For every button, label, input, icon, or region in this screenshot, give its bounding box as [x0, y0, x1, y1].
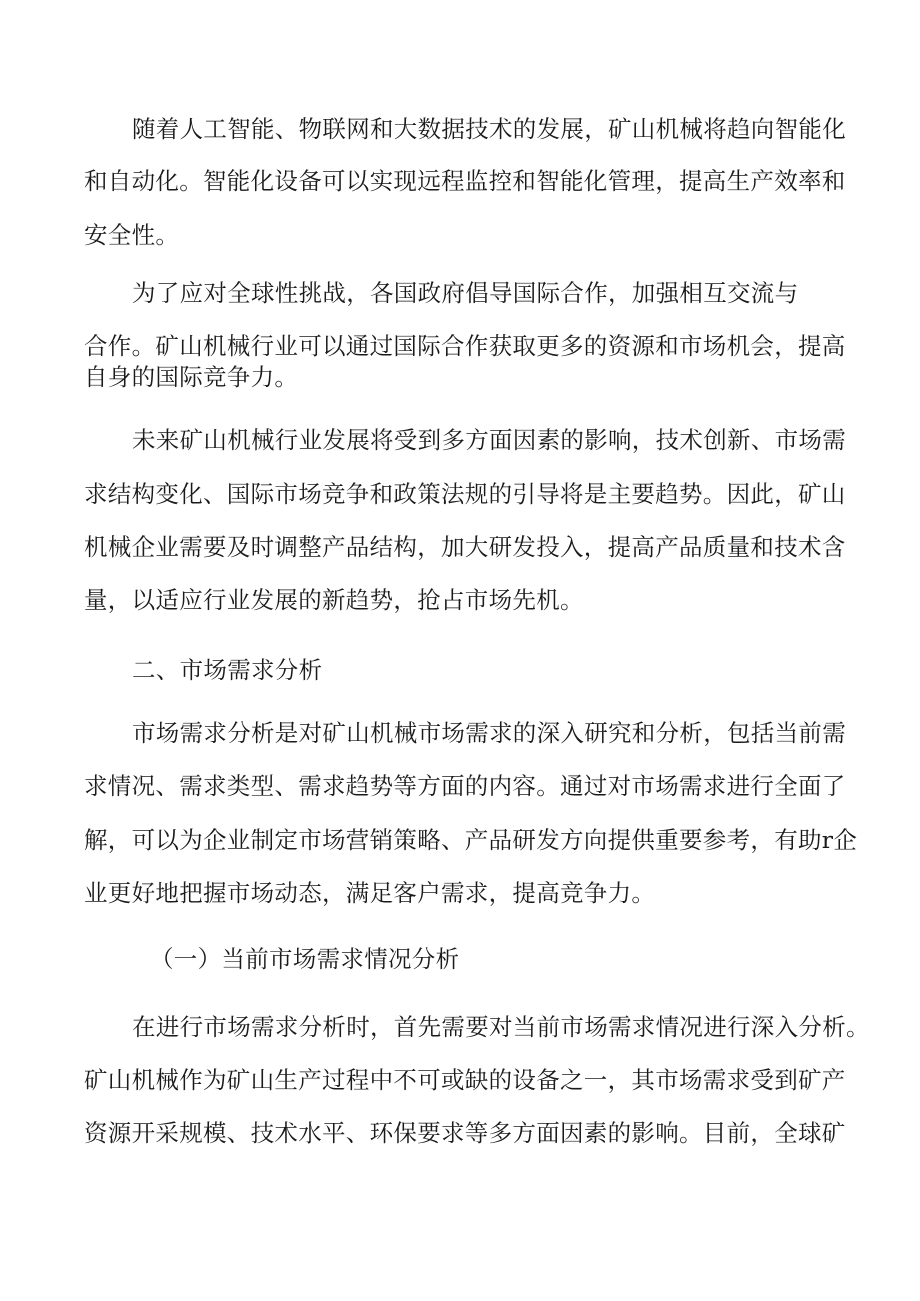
subsection-heading: （一）当前市场需求情况分析 — [150, 945, 460, 973]
paragraph-2-line-2: 合作。矿山机械行业可以通过国际合作获取更多的资源和市场机会，提高 — [84, 332, 846, 360]
paragraph-5-line-1: 在进行市场需求分析时，首先需要对当前市场需求情况进行深入分析。 — [132, 1013, 870, 1041]
paragraph-4-line-2: 求情况、需求类型、需求趋势等方面的内容。通过对市场需求进行全面了 — [84, 772, 846, 800]
paragraph-2-line-1: 为了应对全球性挑战，各国政府倡导国际合作，加强相互交流与 — [132, 279, 799, 307]
paragraph-2-line-3: 自身的国际竞争力。 — [84, 363, 299, 391]
paragraph-3-line-1: 未来矿山机械行业发展将受到多方面因素的影响，技术创新、市场需 — [132, 426, 846, 454]
paragraph-1-line-2: 和自动化。智能化设备可以实现远程监控和智能化管理，提高生产效率和 — [84, 167, 846, 195]
paragraph-3-line-4: 量，以适应行业发展的新趋势，抢占市场先机。 — [84, 586, 584, 614]
paragraph-5-line-3: 资源开采规模、技术水平、环保要求等多方面因素的影响。目前，全球矿 — [84, 1119, 846, 1147]
paragraph-3-line-2: 求结构变化、国际市场竞争和政策法规的引导将是主要趋势。因此，矿山 — [84, 480, 846, 508]
paragraph-3-line-3: 机械企业需要及时调整产品结构，加大研发投入，提高产品质量和技术含 — [84, 533, 846, 561]
paragraph-4-line-4: 业更好地把握市场动态，满足客户需求，提高竞争力。 — [84, 879, 656, 907]
paragraph-1-line-3: 安全性。 — [84, 221, 180, 249]
paragraph-4-line-1: 市场需求分析是对矿山机械市场需求的深入研究和分析，包括当前需 — [132, 719, 846, 747]
section-heading: 二、市场需求分析 — [132, 656, 323, 684]
paragraph-4-line-3: 解，可以为企业制定市场营销策略、产品研发方向提供重要参考，有助r企 — [84, 826, 858, 854]
paragraph-5-line-2: 矿山机械作为矿山生产过程中不可或缺的设备之一，其市场需求受到矿产 — [84, 1066, 846, 1094]
paragraph-1-line-1: 随着人工智能、物联网和大数据技术的发展，矿山机械将趋向智能化 — [132, 115, 846, 143]
